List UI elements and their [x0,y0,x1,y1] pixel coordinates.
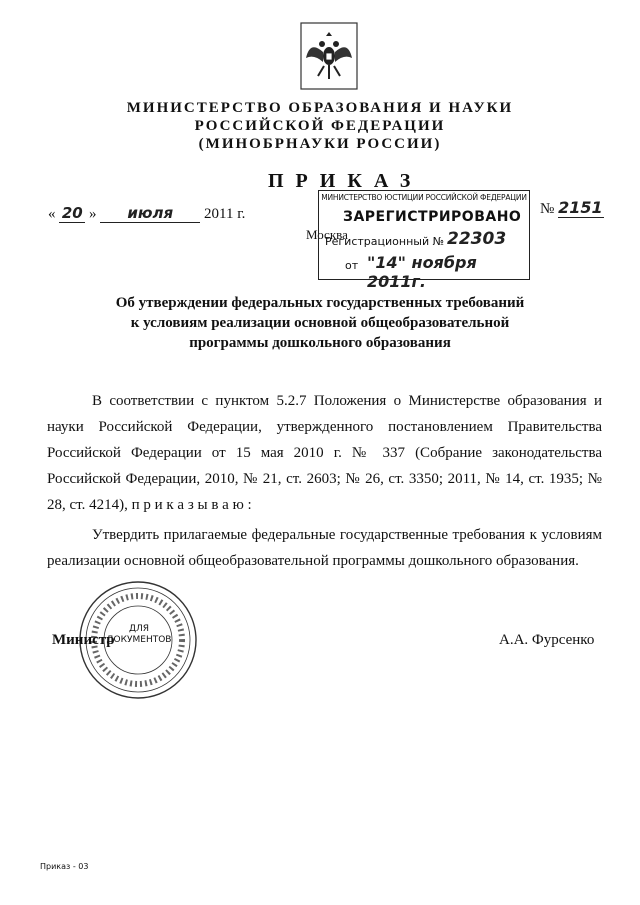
document-date [48,204,245,223]
seal-line-1: ДЛЯ [128,624,150,634]
stamp-reg-number-label: Регистрационный № [325,235,445,248]
coat-of-arms-icon [300,22,358,90]
ministry-name-line1: МИНИСТЕРСТВО ОБРАЗОВАНИЯ И НАУКИ [126,100,514,116]
title-line-1: Об утверждении федеральных государственных требований [115,295,525,311]
date-close-quote: » [89,206,97,222]
stamp-reg-number: 22303 [447,229,507,249]
stamp-status: ЗАРЕГИСТРИРОВАНО [343,209,522,225]
document-body [47,388,602,574]
date-open-quote: « [48,206,56,222]
date-day: 20 [59,204,85,223]
title-line-3: программы дошкольного образования [189,335,451,351]
order-word: п р и к а з ы в а ю : [131,497,252,513]
number-value: 2151 [558,198,603,217]
footer-code: Приказ - 03 [40,862,89,871]
number-sign: № [540,201,555,217]
document-type: ПРИКАЗ [268,170,423,192]
stamp-ministry-header: МИНИСТЕРСТВО ЮСТИЦИИ РОССИЙСКОЙ ФЕДЕРАЦИИ [321,193,527,202]
stamp-date-label: от [345,259,359,272]
registration-stamp [318,190,530,291]
title-line-2: к условиям реализации основной общеобразовательной [130,315,510,331]
ministry-name-line2: РОССИЙСКОЙ ФЕДЕРАЦИИ [194,118,446,134]
stamp-date-value: "14" ноября 2011г. [367,253,477,291]
ministry-abbrev: (МИНОБРНАУКИ РОССИИ) [198,136,442,152]
body-paragraph-1-text: В соответствии с пунктом 5.2.7 Положения о Министерстве образования и науки Российской Федерации, утвержденного постановлением Правительства Российской Федерации от 15 мая 2010 г. № 337 (Собрание законодательства Российской Федерации, 2010, № 21, ст. 2603; № 26, ст. 3350; 2011, № 14, ст. 1935; № 28, ст. 4214), [47,393,602,513]
body-paragraph-1 [47,388,602,518]
date-year: 2011 г. [204,206,246,222]
date-month: июля [100,204,200,223]
document-number [540,198,604,218]
signer-name: А.А. Фурсенко [499,632,595,648]
seal-line-2: ДОКУМЕНТОВ [106,635,172,645]
body-paragraph-2: Утвердить прилагаемые федеральные государственные требования к условиям реализации основной общеобразовательной программы дошкольного образования. [47,527,602,569]
document-city: Москва [306,227,348,242]
signer-title: Министр [52,632,115,648]
document-title [0,293,640,353]
